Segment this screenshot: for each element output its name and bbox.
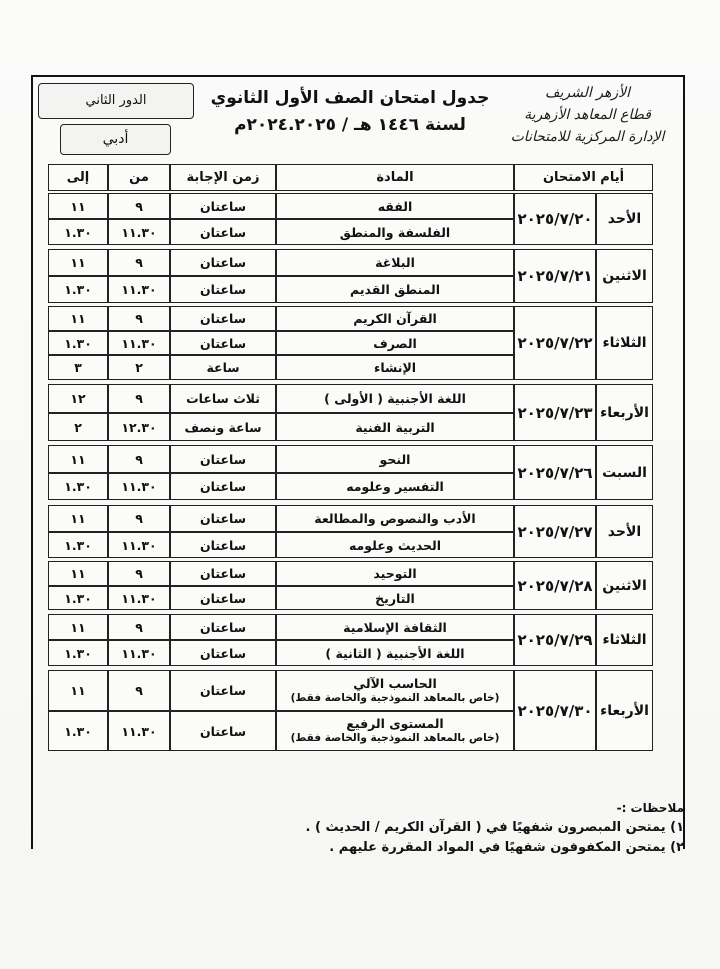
notes-heading: ملاحظات :- xyxy=(616,801,684,815)
to-time-cell: ١١ xyxy=(48,193,108,219)
subject-cell xyxy=(276,561,514,586)
to-time-cell: ١.٣٠ xyxy=(48,276,108,303)
date-cell: ٢٠٢٥/٧/٢١ xyxy=(514,249,596,303)
from-time-cell: ٩ xyxy=(108,384,170,413)
to-time-cell: ١.٣٠ xyxy=(48,473,108,500)
from-time-cell: ١١.٣٠ xyxy=(108,640,170,666)
from-time-cell: ١١.٣٠ xyxy=(108,219,170,245)
subject-name: البلاغة xyxy=(375,255,415,270)
subject-cell xyxy=(276,505,514,532)
date-cell: ٢٠٢٥/٧/٢٨ xyxy=(514,561,596,610)
day-cell: الاثنين xyxy=(596,249,653,303)
subject-cell xyxy=(276,276,514,303)
subject-cell xyxy=(276,193,514,219)
date-cell: ٢٠٢٥/٧/٢٧ xyxy=(514,505,596,558)
subject-cell xyxy=(276,384,514,413)
header-to: إلى xyxy=(48,164,108,191)
subject-name: الصرف xyxy=(373,335,417,351)
date-cell: ٢٠٢٥/٧/٢٠ xyxy=(514,193,596,245)
duration-cell: ساعتان xyxy=(170,640,276,666)
subject-name: الإنشاء xyxy=(373,360,417,375)
from-time-cell: ٩ xyxy=(108,561,170,586)
to-time-cell: ١.٣٠ xyxy=(48,331,108,355)
subject-cell xyxy=(276,473,514,500)
to-time-cell: ١.٣٠ xyxy=(48,532,108,558)
subject-name: اللغة الأجنبية ( الثانية ) xyxy=(325,645,465,661)
to-time-cell: ١١ xyxy=(48,614,108,640)
date-cell: ٢٠٢٥/٧/٢٣ xyxy=(514,384,596,441)
duration-cell: ساعتان xyxy=(170,561,276,586)
subject-cell xyxy=(276,640,514,666)
from-time-cell: ٩ xyxy=(108,193,170,219)
branch-label: أدبي xyxy=(60,124,171,155)
note-item: ١) يمتحن المبصرون شفهيًا في ( القرآن الكريم / الحديث ) . xyxy=(305,820,684,835)
day-cell: الأحد xyxy=(596,193,653,245)
duration-cell: ساعتان xyxy=(170,276,276,303)
subject-cell xyxy=(276,445,514,473)
subject-cell xyxy=(276,532,514,558)
subject-cell xyxy=(276,711,514,751)
duration-cell: ساعتان xyxy=(170,445,276,473)
subject-name: التوحيد xyxy=(373,566,417,581)
day-cell: الاثنين xyxy=(596,561,653,610)
from-time-cell: ٩ xyxy=(108,505,170,532)
subject-name: الحديث وعلومه xyxy=(348,537,442,553)
subject-cell xyxy=(276,219,514,245)
academic-year: لسنة ١٤٤٦ هـ / ٢٠٢٤.٢٠٢٥م xyxy=(234,115,466,135)
duration-cell: ثلاث ساعات xyxy=(170,384,276,413)
subject-name: التفسير وعلومه xyxy=(346,479,444,494)
from-time-cell: ٩ xyxy=(108,306,170,331)
to-time-cell: ١.٣٠ xyxy=(48,219,108,245)
subject-name: التاريخ xyxy=(375,590,415,606)
to-time-cell: ١.٣٠ xyxy=(48,640,108,666)
duration-cell: ساعتان xyxy=(170,249,276,276)
to-time-cell: ١.٣٠ xyxy=(48,586,108,610)
azhar-logo: الأزهر الشريف قطاع المعاهد الأزهرية الإدارة المركزية للامتحانات xyxy=(510,85,665,145)
subject-name: اللغة الأجنبية ( الأولى ) xyxy=(324,391,466,406)
subject-name: المستوى الرفيع xyxy=(346,716,444,731)
subject-name: القرآن الكريم xyxy=(353,311,437,326)
duration-cell: ساعتان xyxy=(170,331,276,355)
duration-cell: ساعتان xyxy=(170,586,276,610)
day-cell: السبت xyxy=(596,445,653,500)
round-label: الدور الثاني xyxy=(38,83,194,119)
subject-name: الفلسفة والمنطق xyxy=(339,224,451,240)
to-time-cell: ٢ xyxy=(48,413,108,441)
day-cell: الأربعاء xyxy=(596,670,653,751)
from-time-cell: ١١.٣٠ xyxy=(108,532,170,558)
subject-note: (خاص بالمعاهد النموذجية والخاصة فقط) xyxy=(290,691,500,704)
subject-cell xyxy=(276,331,514,355)
from-time-cell: ١١.٣٠ xyxy=(108,276,170,303)
to-time-cell: ٣ xyxy=(48,355,108,380)
from-time-cell: ١١.٣٠ xyxy=(108,331,170,355)
header-duration: زمن الإجابة xyxy=(170,164,276,191)
duration-cell: ساعتان xyxy=(170,473,276,500)
subject-name: الثقافة الإسلامية xyxy=(343,619,447,635)
header-days: أيام الامتحان xyxy=(514,164,653,191)
from-time-cell: ١١.٣٠ xyxy=(108,473,170,500)
from-time-cell: ١١.٣٠ xyxy=(108,586,170,610)
date-cell: ٢٠٢٥/٧/٣٠ xyxy=(514,670,596,751)
from-time-cell: ٩ xyxy=(108,614,170,640)
to-time-cell: ١١ xyxy=(48,445,108,473)
subject-name: الحاسب الآلي xyxy=(353,675,437,691)
duration-cell: ساعتان xyxy=(170,306,276,331)
from-time-cell: ١٢.٣٠ xyxy=(108,413,170,441)
to-time-cell: ١١ xyxy=(48,249,108,276)
day-cell: الثلاثاء xyxy=(596,614,653,666)
duration-cell: ساعتان xyxy=(170,711,276,751)
subject-cell xyxy=(276,586,514,610)
subject-cell xyxy=(276,614,514,640)
day-cell: الثلاثاء xyxy=(596,306,653,380)
duration-cell: ساعتان xyxy=(170,219,276,245)
subject-cell xyxy=(276,670,514,711)
from-time-cell: ٩ xyxy=(108,445,170,473)
duration-cell: ساعتان xyxy=(170,532,276,558)
day-cell: الأربعاء xyxy=(596,384,653,441)
subject-name: التربية الفنية xyxy=(355,419,435,435)
from-time-cell: ٩ xyxy=(108,670,170,711)
to-time-cell: ١١ xyxy=(48,561,108,586)
subject-name: الأدب والنصوص والمطالعة xyxy=(314,511,476,526)
subject-name: النحو xyxy=(379,451,411,467)
note-item: ٢) يمتحن المكفوفون شفهيًا في المواد المقررة عليهم . xyxy=(329,840,684,855)
subject-cell xyxy=(276,413,514,441)
duration-cell: ساعتان xyxy=(170,193,276,219)
subject-name: الفقه xyxy=(377,198,413,214)
duration-cell: ساعة ونصف xyxy=(170,413,276,441)
date-cell: ٢٠٢٥/٧/٢٦ xyxy=(514,445,596,500)
duration-cell: ساعتان xyxy=(170,505,276,532)
to-time-cell: ١.٣٠ xyxy=(48,711,108,751)
from-time-cell: ١١.٣٠ xyxy=(108,711,170,751)
to-time-cell: ١٢ xyxy=(48,384,108,413)
duration-cell: ساعة xyxy=(170,355,276,380)
to-time-cell: ١١ xyxy=(48,670,108,711)
date-cell: ٢٠٢٥/٧/٢٢ xyxy=(514,306,596,380)
page-title: جدول امتحان الصف الأول الثانوي xyxy=(210,88,490,108)
subject-note: (خاص بالمعاهد النموذجية والخاصة فقط) xyxy=(290,732,500,744)
from-time-cell: ٩ xyxy=(108,249,170,276)
header-from: من xyxy=(108,164,170,191)
subject-cell xyxy=(276,355,514,380)
duration-cell: ساعتان xyxy=(170,670,276,711)
header-subject: المادة xyxy=(276,164,514,191)
subject-name: المنطق القديم xyxy=(350,282,440,297)
duration-cell: ساعتان xyxy=(170,614,276,640)
date-cell: ٢٠٢٥/٧/٢٩ xyxy=(514,614,596,666)
day-cell: الأحد xyxy=(596,505,653,558)
to-time-cell: ١١ xyxy=(48,306,108,331)
notes-section xyxy=(24,798,684,858)
to-time-cell: ١١ xyxy=(48,505,108,532)
subject-cell xyxy=(276,249,514,276)
from-time-cell: ٢ xyxy=(108,355,170,380)
subject-cell xyxy=(276,306,514,331)
